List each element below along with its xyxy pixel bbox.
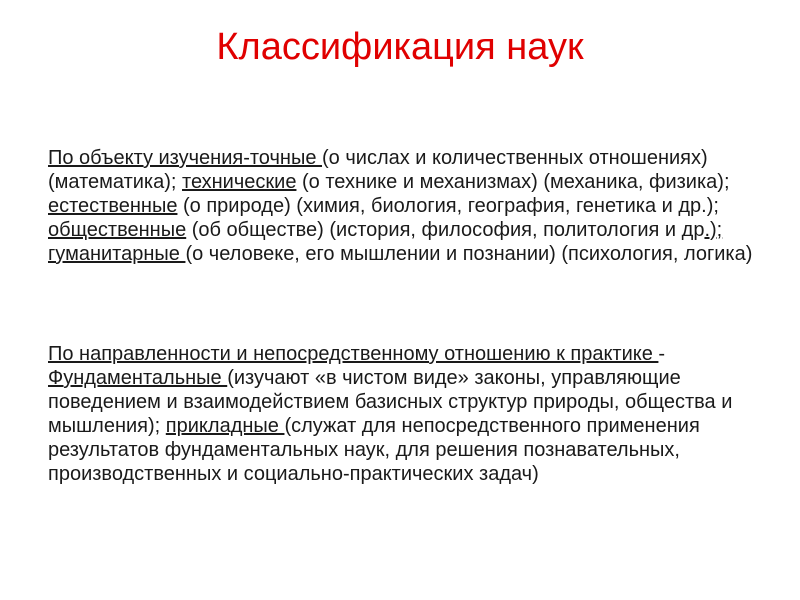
para2-dash: - xyxy=(658,343,666,365)
para2-text-fundamental: (изучают «в чистом виде» законы, управляющие поведением и взаимодействием базисных структур природы, общества и мышления); xyxy=(48,367,733,437)
para1-text-humanitarian: (о человеке, его мышлении и познании) (психология, логика) xyxy=(185,243,753,265)
term-humanitarian: .); гуманитарные xyxy=(48,219,723,265)
term-technical: технические xyxy=(182,171,297,193)
para1-heading: По объекту изучения-точные xyxy=(48,147,323,169)
para2-text-applied: (служат для непосредственного применения результатов фундаментальных наук, для решения познавательных, производственных и социально-практических задач) xyxy=(48,415,700,485)
slide-title: Классификация наук xyxy=(216,26,584,68)
term-natural: естественные xyxy=(48,195,178,217)
para2-heading: По направленности и непосредственному отношению к практике xyxy=(48,343,659,365)
para1-text-technical: (о технике и механизмах) (механика, физика); xyxy=(296,171,730,193)
term-applied: прикладные xyxy=(165,415,285,437)
para1-text-exact: (о числах и количественных отношениях) (математика); xyxy=(48,147,708,193)
paragraph-by-practice xyxy=(48,342,768,486)
term-fundamental: Фундаментальные xyxy=(48,367,228,389)
term-social: общественные xyxy=(48,219,187,241)
para1-text-natural: (о природе) (химия, биология, география, генетика и др.); xyxy=(177,195,719,217)
paragraph-by-object xyxy=(48,146,768,266)
para1-text-social: (об обществе) (история, философия, политология и др xyxy=(186,219,705,241)
